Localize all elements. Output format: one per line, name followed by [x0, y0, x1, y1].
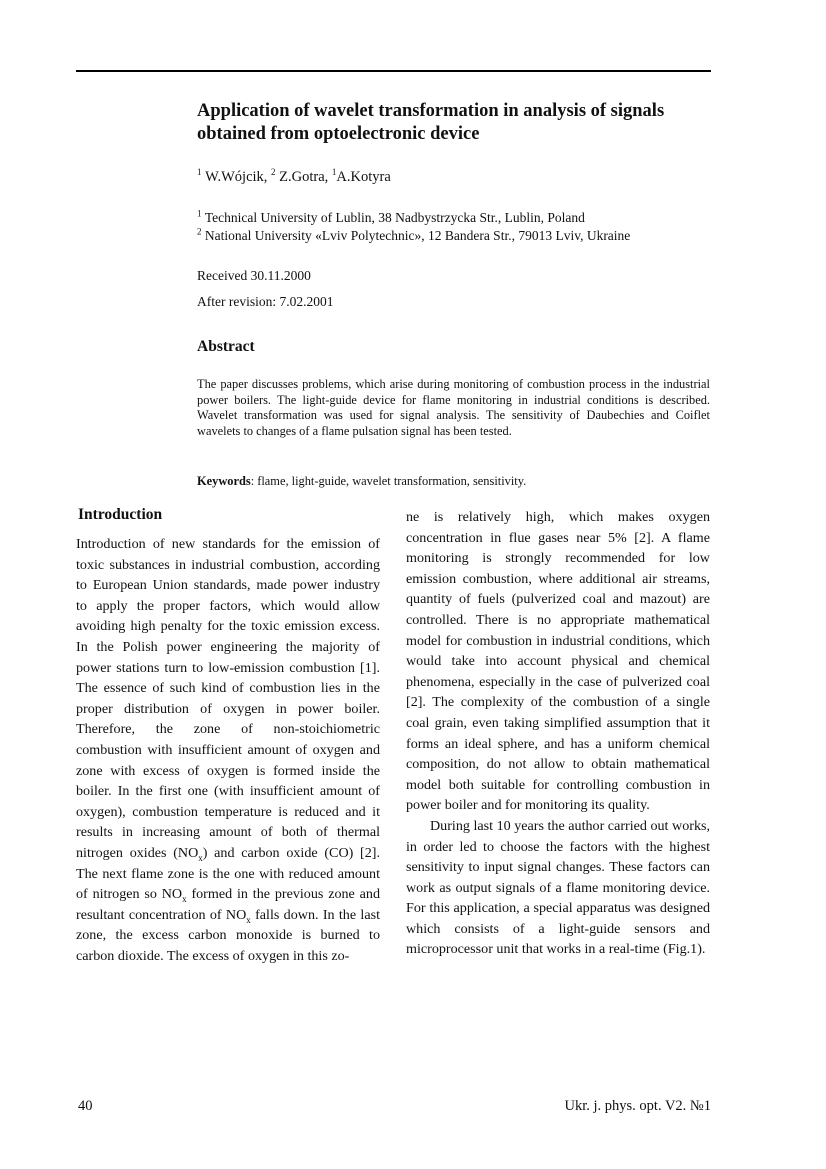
header-rule [76, 70, 711, 72]
affiliation-1-sup: 1 [197, 208, 202, 219]
introduction-heading: Introduction [78, 506, 163, 523]
author-3-sup: 1 [331, 167, 337, 178]
left-col-text-2: ) and carbon oxide (CO) [2]. The next flame zone is the one with reduced amount of nitrogen so NO [76, 844, 380, 903]
left-col-text-3: formed in the previous zone and resultant concentration of NO [76, 886, 380, 923]
nox-sub-1: x [198, 852, 203, 863]
revision-date: After revision: 7.02.2001 [197, 294, 334, 309]
author-1: W.Wójcik, [205, 169, 268, 185]
author-list [197, 169, 391, 186]
author-2: Z.Gotra, [279, 169, 329, 185]
affiliation-2 [197, 228, 630, 244]
page-number: 40 [78, 1098, 93, 1114]
received-date: Received 30.11.2000 [197, 268, 311, 283]
affiliation-1 [197, 210, 585, 226]
right-col-paragraph-1: ne is relatively high, which makes oxygen concentration in flue gases near 5% [2]. A flame monitoring is strongly recommended for low emission combustion, where additional air streams, quantity of fuels (pulverized coal and mazout) are controlled. There is no appropriate mathematical model for combustion in industrial conditions, which would take into account physical and chemical phenomena, especially in the case of pulverized coal [2]. The complexity of the combustion of a single coal grain, even taking simplified assumption that it forms an ideal sphere, and has a uniform chemical composition, do not allow to obtain mathematical model both suitable for controlling combustion in power boiler and for monitoring its quality. [406, 509, 710, 814]
affiliation-2-sup: 2 [197, 226, 202, 237]
nox-sub-3: x [246, 914, 251, 925]
author-1-sup: 1 [197, 167, 202, 178]
abstract-heading: Abstract [197, 338, 255, 355]
nox-sub-2: x [182, 893, 187, 904]
right-column [406, 507, 710, 960]
paper-title: Application of wavelet transformation in analysis of signals obtained from optoelectronic device [197, 101, 665, 144]
right-col-paragraph-2: During last 10 years the author carried out works, in order led to choose the factors with the highest sensitivity to input signal changes. These factors can work as output signals of a flame monitoring device. For this application, a special apparatus was designed which consists of a light-guide sensors and microprocessor unit that works in a real-time (Fig.1). [406, 817, 710, 958]
left-col-text-1: Introduction of new standards for the emission of toxic substances in industrial combustion, according to European Union standards, made power industry to apply the proper factors, which would allow avoiding high penalty for the toxic emission excess. In the Polish power engineering the majority of power stations turn to low-emission combustion [1]. The essence of such kind of combustion lies in the proper distribution of oxygen in power boiler. Therefore, the zone of non-stoichiometric combustion with insufficient amount of oxygen and zone with excess of oxygen is formed inside the boiler. In the first one (with insufficient amount of oxygen), combustion temperature is reduced and it results in increasing amount of both of thermal nitrogen oxides (NO [76, 536, 380, 861]
keywords-label: Keywords [197, 474, 251, 488]
keywords-text: : flame, light-guide, wavelet transformation, sensitivity. [250, 474, 527, 488]
affiliation-1-text: Technical University of Lublin, 38 Nadbystrzycka Str., Lublin, Poland [204, 210, 585, 225]
left-col-text-4: falls down. In the last zone, the excess carbon monoxide is burned to carbon dioxide. The excess of oxygen in this zo- [76, 906, 380, 964]
left-column [76, 534, 380, 966]
affiliation-2-text: National University «Lviv Polytechnic», 12 Bandera Str., 79013 Lviv, Ukraine [204, 228, 631, 243]
author-3: A.Kotyra [336, 169, 391, 185]
keywords [197, 474, 526, 489]
journal-reference: Ukr. j. phys. opt. V2. №1 [564, 1098, 711, 1114]
abstract-text: The paper discusses problems, which arise during monitoring of combustion process in the industrial power boilers. The light-guide device for flame monitoring in industrial conditions is described. Wavelet transformation was used for signal analysis. The sensitivity of Daubechies and Coiflet wavelets to changes of a flame pulsation signal has been tested. [197, 377, 710, 439]
author-2-sup: 2 [271, 167, 276, 178]
